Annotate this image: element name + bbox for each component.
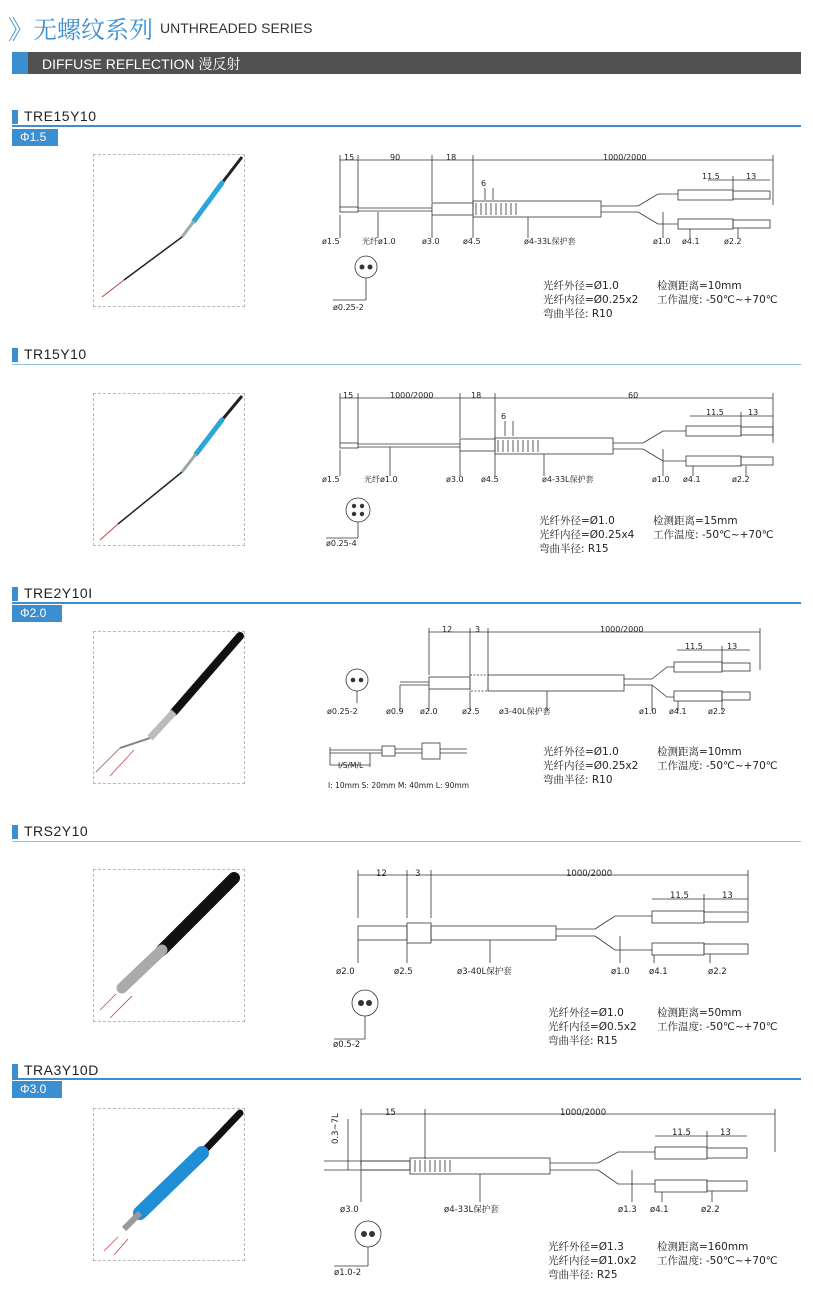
label-step-diameter: ø2.5 xyxy=(394,967,413,977)
label-connector-diameter: ø4.1 xyxy=(683,475,701,484)
dim-pin-length: 13 xyxy=(722,891,733,901)
dim-tip-length: 15 xyxy=(385,1108,396,1118)
section-marker xyxy=(12,1064,18,1078)
spec-list-right xyxy=(657,1006,778,1034)
label-cable-diameter: ø1.3 xyxy=(618,1205,637,1215)
spec-detection-distance: 检测距离=160mm xyxy=(657,1241,749,1253)
dim-pin-length: 13 xyxy=(746,172,757,181)
spec-list-left xyxy=(539,514,634,556)
dim-connector-length: 11.5 xyxy=(670,891,689,901)
spec-inner-diameter: 光纤内径=Ø0.25x2 xyxy=(543,760,639,772)
spec-list-left xyxy=(543,279,638,321)
diameter-badge: Φ3.0 xyxy=(12,1081,62,1098)
series-title-en: UNTHREADED SERIES xyxy=(160,20,313,36)
label-core-spec: ø0.25-4 xyxy=(326,539,357,548)
product-photo xyxy=(93,393,245,546)
dim-fiber-length: 90 xyxy=(390,153,401,162)
section-rule xyxy=(12,125,801,127)
label-jacket: ø3-40L保护套 xyxy=(499,707,551,716)
dim-pin-length: 13 xyxy=(748,408,759,417)
label-step-diameter: ø2.5 xyxy=(462,707,480,716)
label-tip-diameter: ø2.0 xyxy=(420,707,438,716)
dim-cable-length: 1000/2000 xyxy=(560,1108,607,1118)
product-photo xyxy=(93,869,245,1022)
dim-tip-length: 12 xyxy=(442,625,453,634)
section-rule xyxy=(12,841,801,842)
label-cable-diameter: ø1.0 xyxy=(611,967,630,977)
spec-operating-temperature: 工作温度: -50℃~+70℃ xyxy=(657,1021,778,1033)
dim-tip-length: 15 xyxy=(343,391,354,400)
dim-cable-length: 1000/2000 xyxy=(566,869,613,879)
dim-connector-length: 11.5 xyxy=(702,172,720,181)
label-jacket: ø4-33L保护套 xyxy=(524,237,576,246)
spec-outer-diameter: 光纤外径=Ø1.0 xyxy=(548,1007,624,1019)
spec-bend-radius: 弯曲半径: R15 xyxy=(548,1035,618,1047)
spec-detection-distance: 检测距离=50mm xyxy=(657,1007,742,1019)
dim-cable-length: 1000/2000 xyxy=(600,625,644,634)
spec-list-left xyxy=(548,1240,637,1282)
dim-tip-range: 0.3~7L xyxy=(331,1113,341,1144)
spec-list-left xyxy=(543,745,638,787)
spec-list-right xyxy=(653,514,774,542)
spec-bend-radius: 弯曲半径: R15 xyxy=(539,543,609,555)
fiber-probe-image xyxy=(94,394,244,545)
spec-outer-diameter: 光纤外径=Ø1.3 xyxy=(548,1241,624,1253)
fiber-probe-image xyxy=(94,1109,244,1260)
dim-connector-length: 11.5 xyxy=(672,1128,691,1138)
model-title: TRS2Y10 xyxy=(24,823,89,839)
spec-list-right xyxy=(657,745,778,773)
fiber-probe-image xyxy=(94,632,244,783)
dim-fiber-length: 1000/2000 xyxy=(390,391,434,400)
dim-step-length: 3 xyxy=(415,869,421,879)
dim-sleeve-length: 18 xyxy=(446,153,457,162)
label-grip-diameter: ø4.5 xyxy=(481,475,499,484)
label-tip-diameter: ø1.5 xyxy=(322,475,340,484)
dim-cable-length: 1000/2000 xyxy=(603,153,647,162)
spec-inner-diameter: 光纤内径=Ø0.5x2 xyxy=(548,1021,637,1033)
label-jacket: ø3-40L保护套 xyxy=(457,967,512,977)
spec-detection-distance: 检测距离=15mm xyxy=(653,515,738,527)
category-band-accent xyxy=(12,52,28,74)
category-title: DIFFUSE REFLECTION 漫反射 xyxy=(42,56,241,72)
section-marker xyxy=(12,825,18,839)
spec-list-left xyxy=(548,1006,637,1048)
model-title: TRE2Y10I xyxy=(24,585,93,601)
model-title: TR15Y10 xyxy=(24,346,87,362)
dim-grip-offset: 6 xyxy=(481,179,487,188)
label-cable-diameter: ø1.0 xyxy=(652,475,670,484)
dim-body-length: 60 xyxy=(628,391,639,400)
label-core-spec: ø0.5-2 xyxy=(333,1040,361,1050)
dim-tip-length: 12 xyxy=(376,869,387,879)
label-fiber-diameter: ø0.9 xyxy=(386,707,404,716)
spec-outer-diameter: 光纤外径=Ø1.0 xyxy=(539,515,615,527)
label-connector-diameter: ø4.1 xyxy=(649,967,668,977)
label-sleeve-diameter: ø3.0 xyxy=(422,237,440,246)
diameter-badge: Φ2.0 xyxy=(12,605,62,622)
spec-detection-distance: 检测距离=10mm xyxy=(657,280,742,292)
label-fiber-diameter: 光纤ø1.0 xyxy=(364,475,398,484)
label-tip-diameter: ø2.0 xyxy=(336,967,355,977)
dim-tip-length: 15 xyxy=(344,153,355,162)
dim-pin-length: 13 xyxy=(720,1128,731,1138)
label-pin-diameter: ø2.2 xyxy=(708,967,727,977)
label-connector-diameter: ø4.1 xyxy=(682,237,700,246)
dim-connector-length: 11.5 xyxy=(685,642,703,651)
spec-list-right xyxy=(657,279,778,307)
model-title: TRA3Y10D xyxy=(24,1062,99,1078)
label-jacket: ø4-33L保护套 xyxy=(444,1205,499,1215)
label-pin-diameter: ø2.2 xyxy=(732,475,750,484)
chevron-right-icon: 》 xyxy=(8,16,35,46)
spec-operating-temperature: 工作温度: -50℃~+70℃ xyxy=(657,1255,778,1267)
model-title: TRE15Y10 xyxy=(24,108,97,124)
label-pin-diameter: ø2.2 xyxy=(708,707,726,716)
label-jacket: ø4-33L保护套 xyxy=(542,475,594,484)
diameter-badge: Φ1.5 xyxy=(12,129,58,146)
spec-inner-diameter: 光纤内径=Ø0.25x2 xyxy=(543,294,639,306)
label-fiber-diameter: 光纤ø1.0 xyxy=(362,237,396,246)
section-marker xyxy=(12,348,18,362)
label-pin-diameter: ø2.2 xyxy=(701,1205,720,1215)
label-grip-diameter: ø4.5 xyxy=(463,237,481,246)
spec-bend-radius: 弯曲半径: R10 xyxy=(543,308,613,320)
product-photo xyxy=(93,631,245,784)
label-cable-diameter: ø1.0 xyxy=(639,707,657,716)
dim-grip-offset: 6 xyxy=(501,412,507,421)
fiber-probe-image xyxy=(94,870,244,1021)
label-connector-diameter: ø4.1 xyxy=(669,707,687,716)
section-rule xyxy=(12,602,801,604)
spec-inner-diameter: 光纤内径=Ø0.25x4 xyxy=(539,529,635,541)
product-photo xyxy=(93,154,245,307)
label-sleeve-diameter: ø3.0 xyxy=(446,475,464,484)
label-cable-diameter: ø1.0 xyxy=(653,237,671,246)
insert-length-note: I: 10mm S: 20mm M: 40mm L: 90mm xyxy=(328,781,470,790)
dim-connector-length: 11.5 xyxy=(706,408,724,417)
spec-outer-diameter: 光纤外径=Ø1.0 xyxy=(543,280,619,292)
spec-list-right xyxy=(657,1240,778,1268)
label-core-spec: ø1.0-2 xyxy=(334,1268,362,1278)
section-rule xyxy=(12,1078,801,1080)
spec-outer-diameter: 光纤外径=Ø1.0 xyxy=(543,746,619,758)
label-core-spec: ø0.25-2 xyxy=(333,303,364,312)
spec-operating-temperature: 工作温度: -50℃~+70℃ xyxy=(657,760,778,772)
section-rule xyxy=(12,364,801,365)
spec-inner-diameter: 光纤内径=Ø1.0x2 xyxy=(548,1255,637,1267)
spec-bend-radius: 弯曲半径: R25 xyxy=(548,1269,618,1281)
section-marker xyxy=(12,587,18,601)
spec-detection-distance: 检测距离=10mm xyxy=(657,746,742,758)
fiber-probe-image xyxy=(94,155,244,306)
label-connector-diameter: ø4.1 xyxy=(650,1205,669,1215)
dim-step-length: 3 xyxy=(475,625,481,634)
label-pin-diameter: ø2.2 xyxy=(724,237,742,246)
dim-sleeve-length: 18 xyxy=(471,391,482,400)
series-title-cn: 无螺纹系列 xyxy=(33,16,153,44)
spec-bend-radius: 弯曲半径: R10 xyxy=(543,774,613,786)
label-tip-diameter: ø1.5 xyxy=(322,237,340,246)
label-core-spec: ø0.25-2 xyxy=(327,707,358,716)
spec-operating-temperature: 工作温度: -50℃~+70℃ xyxy=(657,294,778,306)
product-photo xyxy=(93,1108,245,1261)
label-tip-diameter: ø3.0 xyxy=(340,1205,359,1215)
dim-pin-length: 13 xyxy=(727,642,738,651)
section-marker xyxy=(12,110,18,124)
spec-operating-temperature: 工作温度: -50℃~+70℃ xyxy=(653,529,774,541)
dim-insert-length: I/S/M/L xyxy=(338,761,364,770)
